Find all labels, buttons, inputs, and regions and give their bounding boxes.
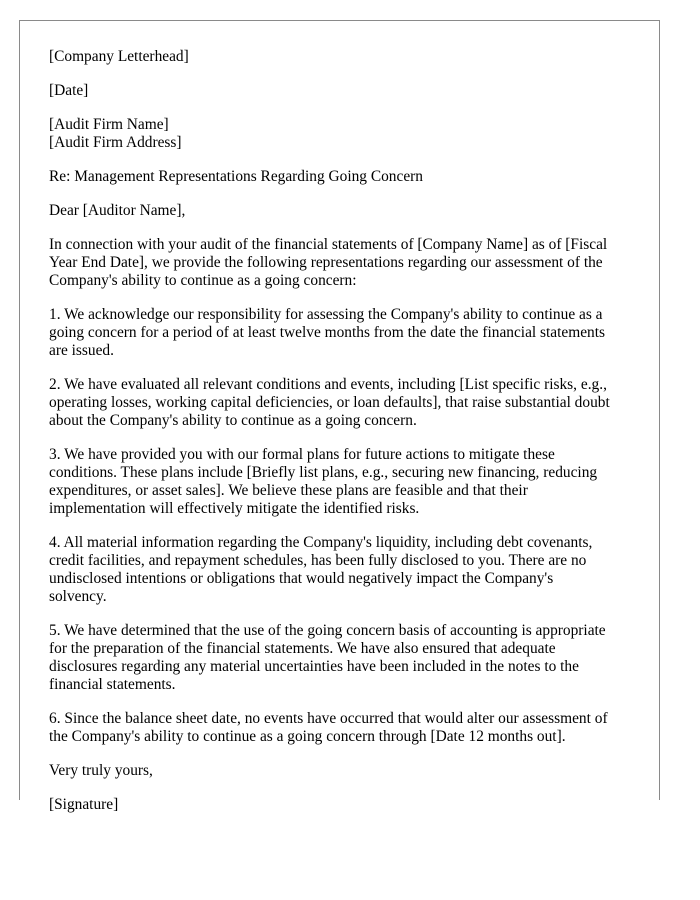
intro-line: Year End Date], we provide the following representations regarding our assessment of the	[49, 254, 603, 271]
representation-item-4	[49, 534, 639, 606]
item-line: conditions. These plans include [Briefly list plans, e.g., securing new financing, reducing	[49, 464, 598, 481]
representation-item-3	[49, 446, 639, 518]
representation-item-2	[49, 376, 639, 430]
item-line: about the Company's ability to continue as a going concern.	[49, 412, 417, 429]
salutation: Dear [Auditor Name],	[49, 202, 186, 219]
letterhead: [Company Letterhead]	[49, 48, 189, 65]
item-line: undisclosed intentions or obligations that would negatively impact the Company's	[49, 570, 554, 587]
item-line: the Company's ability to continue as a going concern through [Date 12 months out].	[49, 728, 566, 745]
item-line: 4. All material information regarding the Company's liquidity, including debt covenants,	[49, 534, 593, 551]
item-line: solvency.	[49, 588, 107, 605]
item-line: 3. We have provided you with our formal plans for future actions to mitigate these	[49, 446, 555, 463]
item-line: 1. We acknowledge our responsibility for assessing the Company's ability to continue as a	[49, 306, 603, 323]
representation-item-5	[49, 622, 639, 694]
letter-date: [Date]	[49, 82, 89, 99]
item-line: expenditures, or asset sales]. We believe these plans are feasible and that their	[49, 482, 528, 499]
letter-page	[19, 20, 660, 813]
item-line: for the preparation of the financial statements. We have also ensured that adequate	[49, 640, 556, 657]
subject-line: Re: Management Representations Regarding Going Concern	[49, 168, 423, 185]
signature-placeholder: [Signature]	[49, 796, 119, 813]
intro-line: Company's ability to continue as a going concern:	[49, 272, 357, 289]
item-line: 2. We have evaluated all relevant conditions and events, including [List specific risks, e.g.,	[49, 376, 607, 393]
closing: Very truly yours,	[49, 762, 153, 779]
audit-firm-name: [Audit Firm Name]	[49, 116, 169, 133]
representation-item-1	[49, 306, 639, 360]
recipient-block	[49, 116, 639, 152]
item-line: going concern for a period of at least twelve months from the date the financial statements	[49, 324, 606, 341]
item-line: 6. Since the balance sheet date, no events have occurred that would alter our assessment of	[49, 710, 608, 727]
item-line: disclosures regarding any material uncertainties have been included in the notes to the	[49, 658, 579, 675]
intro-paragraph	[49, 236, 639, 290]
item-line: implementation will effectively mitigate the identified risks.	[49, 500, 420, 517]
item-line: financial statements.	[49, 676, 176, 693]
item-line: 5. We have determined that the use of the going concern basis of accounting is appropriate	[49, 622, 606, 639]
intro-line: In connection with your audit of the financial statements of [Company Name] as of [Fiscal	[49, 236, 608, 253]
item-line: are issued.	[49, 342, 114, 359]
representation-item-6	[49, 710, 639, 746]
audit-firm-address: [Audit Firm Address]	[49, 134, 182, 151]
item-line: credit facilities, and repayment schedules, has been fully disclosed to you. There are no	[49, 552, 587, 569]
letter-body	[49, 48, 639, 830]
item-line: operating losses, working capital deficiencies, or loan defaults], that raise substantial doubt	[49, 394, 610, 411]
